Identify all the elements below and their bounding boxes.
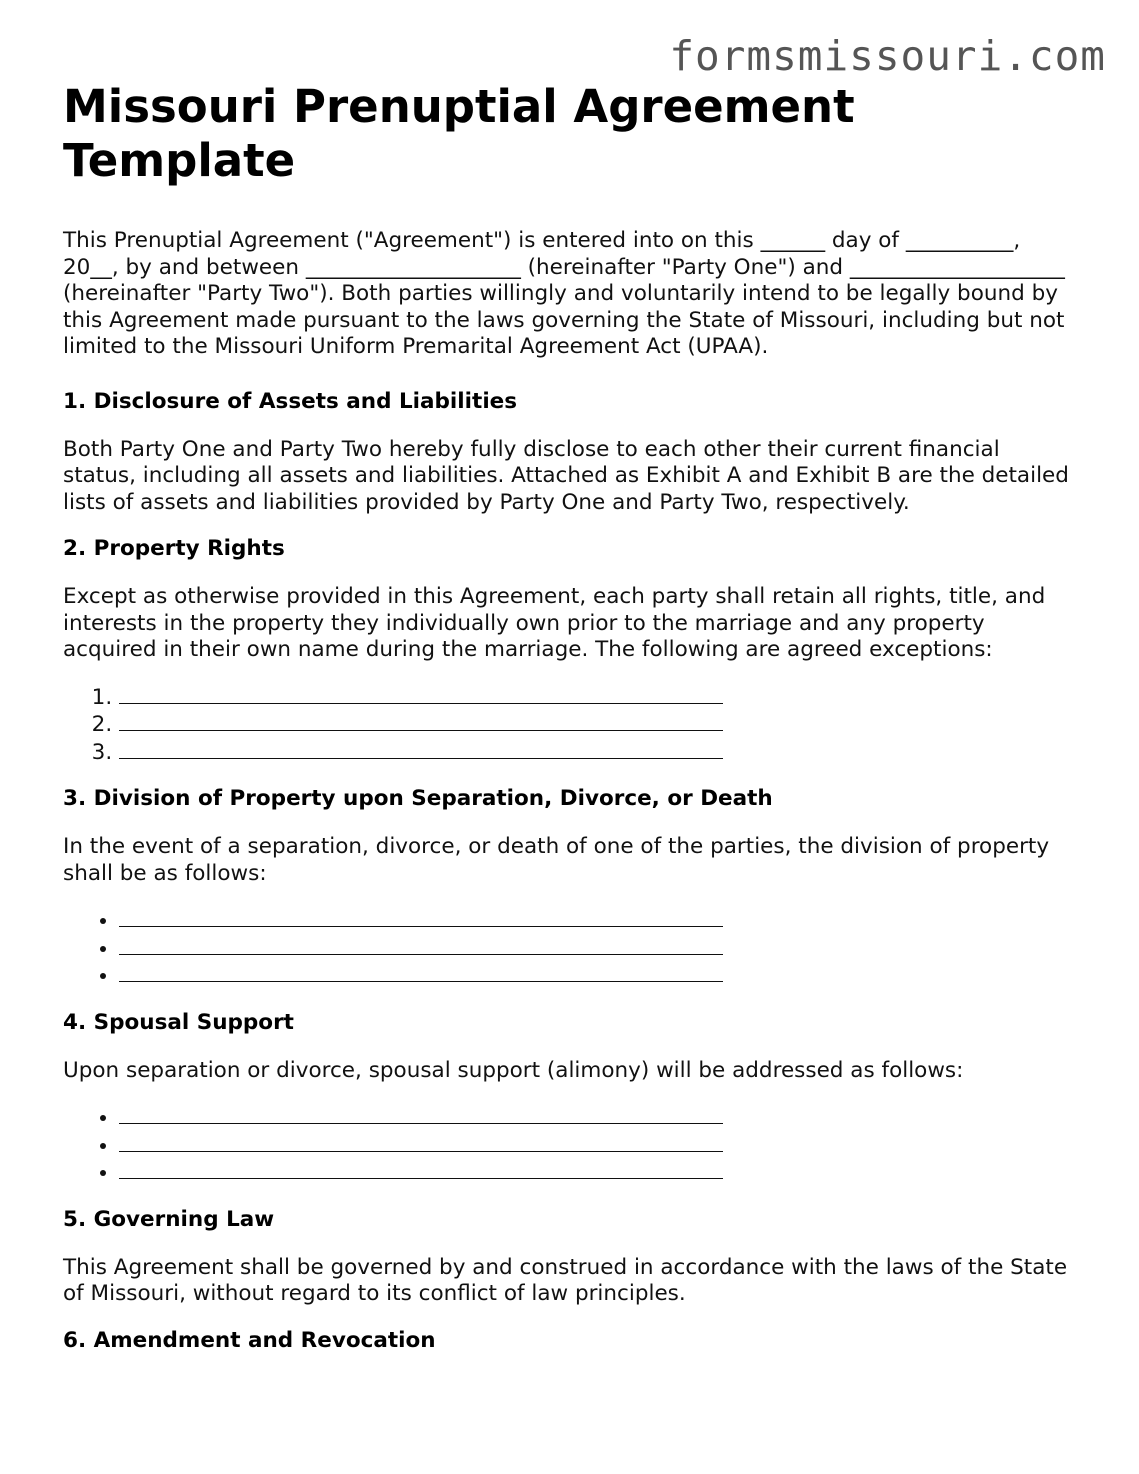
division-blank-line[interactable] [119, 935, 1073, 963]
section-body-governing-law: This Agreement shall be governed by and construed in accordance with the laws of the State of Missouri, without regard to its conflict of law principles. [63, 1254, 1068, 1306]
section-heading-amendment: 6. Amendment and Revocation [63, 1327, 436, 1353]
support-blank-line[interactable] [119, 1104, 1073, 1132]
section-body-division: In the event of a separation, divorce, or death of one of the parties, the division of property shall be as follows: [63, 834, 1050, 886]
section-heading-property-rights: 2. Property Rights [63, 536, 285, 561]
section-body-disclosure: Both Party One and Party Two hereby fully disclose to each other their current financial status, including all assets and liabilities. Attached as Exhibit A and Exhibit B are the detailed lists of assets and liabilities provided by Party One and Party Two, respectively. [63, 436, 1069, 515]
section-heading-division: 3. Division of Property upon Separation, Divorce, or Death [63, 786, 773, 811]
exception-blank-line[interactable] [119, 711, 1073, 739]
document-title: Missouri Prenuptial Agreement Template [63, 80, 855, 187]
support-list [63, 1104, 1073, 1187]
section-heading-governing-law: 5. Governing Law [63, 1206, 275, 1232]
section-body-spousal-support: Upon separation or divorce, spousal support (alimony) will be addressed as follows: [63, 1057, 964, 1083]
support-blank-line[interactable] [119, 1132, 1073, 1160]
exception-blank-line[interactable] [119, 684, 1073, 712]
section-body-property-rights: Except as otherwise provided in this Agreement, each party shall retain all rights, title, and interests in the property they individually own prior to the marriage and any property acquired in their own name during the marriage. The following are agreed exceptions: [63, 584, 1046, 662]
exceptions-list [63, 684, 1073, 767]
support-blank-line[interactable] [119, 1159, 1073, 1187]
document-body [63, 80, 1073, 1376]
division-blank-line[interactable] [119, 907, 1073, 935]
section-heading-disclosure: 1. Disclosure of Assets and Liabilities [63, 388, 518, 414]
intro-paragraph: This Prenuptial Agreement ("Agreement") is entered into on this ______ day of __________, 20__, by and between ____________________ (hereinafter "Party One") and ____________________ (hereinafter "Party Two"). Both parties willingly and voluntarily intend to be legally bound by this Agreement made pursuant to the laws governing the State of Missouri, including but not limited to the Missouri Uniform Premarital Agreement Act (UPAA). [63, 228, 1065, 359]
division-blank-line[interactable] [119, 962, 1073, 990]
section-heading-spousal-support: 4. Spousal Support [63, 1009, 294, 1035]
watermark: formsmissouri.com [669, 32, 1106, 80]
division-list [63, 907, 1073, 990]
exception-blank-line[interactable] [119, 739, 1073, 767]
